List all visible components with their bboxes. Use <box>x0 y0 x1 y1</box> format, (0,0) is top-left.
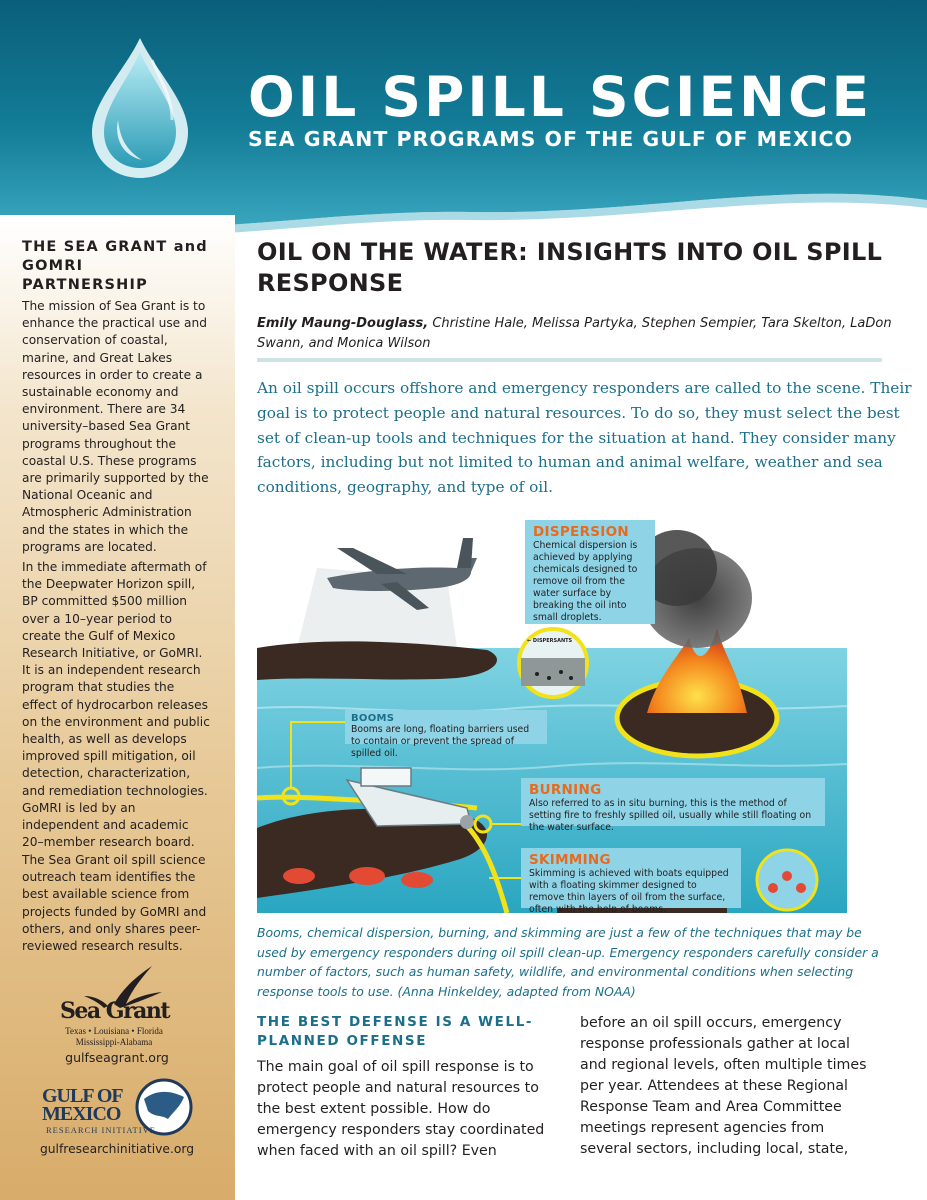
gomri-logo <box>42 1077 192 1137</box>
divider <box>257 358 882 362</box>
callout-title: SKIMMING <box>529 852 611 868</box>
dispersants-label: ← DISPERSANTS <box>527 638 573 644</box>
burning-callout <box>521 778 825 833</box>
sea-grant-states <box>50 1026 178 1048</box>
body-column-right: before an oil spill occurs, emergency response professionals gather at local and regional levels, often multiple times per year. Attendees at these Regional Response Team and Area Committee meetings represent agencies from several sectors, including local, state, <box>580 1015 867 1157</box>
skimmer-drum <box>401 872 433 888</box>
sea-grant-url[interactable]: gulfseagrant.org <box>65 1050 169 1065</box>
gomri-wordmark-tagline: RESEARCH INITIATIVE <box>46 1125 156 1135</box>
figure-caption: Booms, chemical dispersion, burning, and skimming are just a few of the techniques that may be used by emergency responders during oil spill clean-up. Emergency responders carefully consider a number of factors, such as human safety, wildlife, and environmental conditions when selecting response tools to use. (Anna Hinkeldey, adapted from NOAA) <box>257 925 879 999</box>
skimmer-closeup <box>757 850 817 910</box>
sea-grant-logo <box>22 960 212 1056</box>
skimmer-drum <box>283 868 315 884</box>
sidebar-paragraph: The mission of Sea Grant is to enhance the practical use and conservation of coastal, marine, and Great Lakes resources in order to create a sustainable economy and environment. There are 34 university–based Sea Grant programs throughout the coastal U.S. These programs are primarily supported by the National Oceanic and Atmospheric Administration and the states in which the programs are located. <box>22 299 209 554</box>
publication-title: OIL SPILL SCIENCE <box>248 65 873 129</box>
author-list <box>257 314 917 354</box>
dispersion-callout <box>525 520 655 624</box>
lead-author: Emily Maung-Douglass, <box>257 316 429 331</box>
sidebar-heading: THE SEA GRANT and GOMRI PARTNERSHIP <box>22 239 208 293</box>
masthead <box>0 0 927 240</box>
states-line: Texas • Louisiana • Florida <box>65 1026 163 1036</box>
booms-callout <box>345 710 547 759</box>
gomri-wordmark-line: MEXICO <box>42 1103 121 1125</box>
section-heading: THE BEST DEFENSE IS A WELL-PLANNED OFFENSE <box>257 1014 534 1049</box>
intro-paragraph: An oil spill occurs offshore and emergency responders are called to the scene. Their goal is to protect people and natural resources. To do so, they must select the best set of clean-up tools and techniques for the situation at hand. They consider many factors, including but not limited to human and animal welfare, weather and sea conditions, geography, and type of oil. <box>257 379 912 497</box>
sidebar-paragraph: The Sea Grant oil spill science outreach team identifies the best available science from projects funded by GoMRI and others, and only shares peer-reviewed research results. <box>22 853 207 954</box>
callout-text: Chemical dispersion is achieved by applying chemicals designed to remove oil from the water surface by breaking the oil into small droplets. <box>533 540 638 623</box>
skimmer-drum <box>349 867 385 885</box>
article-title: OIL ON THE WATER: INSIGHTS INTO OIL SPILL RESPONSE <box>257 238 883 297</box>
callout-text: Booms are long, floating barriers used to contain or prevent the spread of spilled oil. <box>351 724 530 759</box>
sidebar <box>0 215 235 1200</box>
oil-spill-response-illustration <box>257 508 847 913</box>
callout-title: DISPERSION <box>533 524 629 540</box>
gomri-url[interactable]: gulfresearchinitiative.org <box>39 1142 195 1156</box>
states-line: Mississippi-Alabama <box>75 1037 153 1047</box>
sidebar-paragraph: In the immediate aftermath of the Deepwater Horizon spill, BP committed $500 million over a 10–year period to create the Gulf of Mexico Research Initiative, or GoMRI. It is an independent research program that studies the effect of hydrocarbon releases on the environment and public health, as well as develops improved spill mitigation, oil detection, characterization, and remediation technologies. GoMRI is led by an independent and academic 20–member research board. <box>22 560 210 850</box>
sea-grant-wordmark: Sea Grant <box>60 998 170 1024</box>
gomri-wordmark-line: GULF OF <box>42 1085 123 1107</box>
callout-title: BURNING <box>529 782 602 798</box>
body-column-left: The main goal of oil spill response is to protect people and natural resources to the best extent possible. How do emergency responders stay coordinated when faced with an oil spill? Even <box>257 1059 545 1159</box>
callout-text: Skimming is achieved with boats equipped with a floating skimmer designed to remove thin layers of oil from the surface, often with the help of booms. <box>529 868 729 913</box>
publication-subtitle: SEA GRANT PROGRAMS OF THE GULF OF MEXICO <box>248 127 853 151</box>
co-authors: Christine Hale, Melissa Partyka, Stephen Sempier, Tara Skelton, LaDon Swann, and Monica Wilson <box>257 316 892 351</box>
callout-text: Also referred to as in situ burning, this is the method of setting fire to freshly spilled oil, usually while still floating on the water surface. <box>529 798 812 833</box>
skimming-callout <box>521 848 741 913</box>
callout-title: BOOMS <box>351 713 395 724</box>
